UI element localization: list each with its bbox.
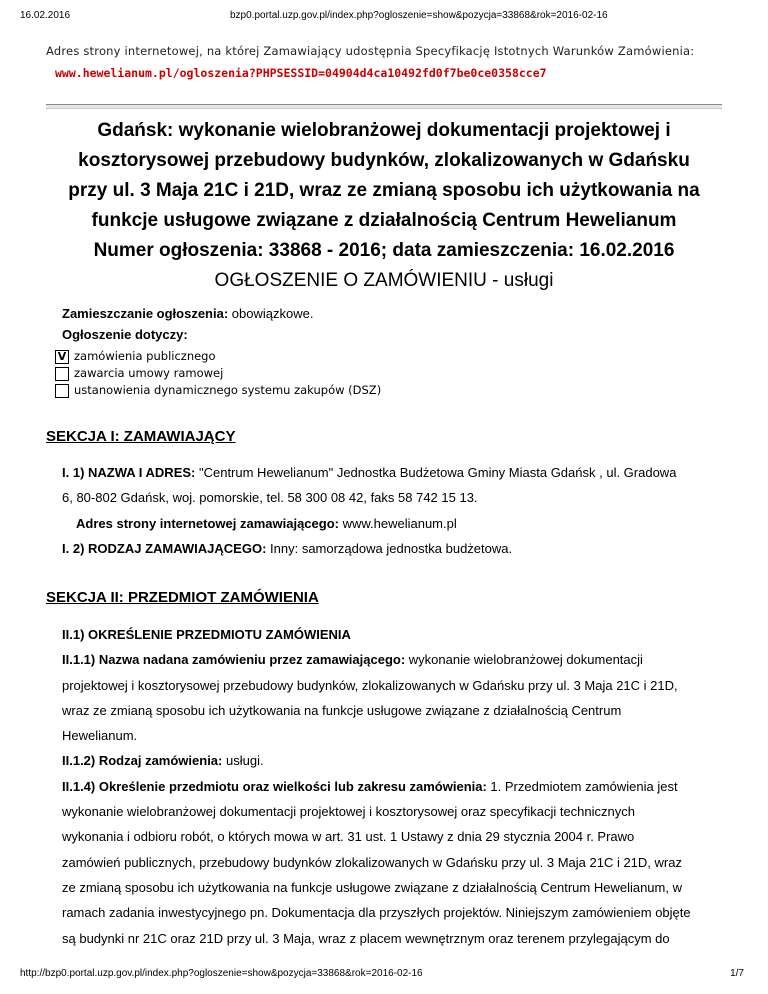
website-value: www.hewelianum.pl xyxy=(338,515,457,531)
section-1-body xyxy=(62,460,676,561)
notice-type: OGŁOSZENIE O ZAMÓWIENIU - usługi xyxy=(214,270,554,291)
scope-line: są budynki nr 21C oraz 21D przy ul. 3 Maja, wraz z placem wewnętrznym oraz terenem przylegającym do xyxy=(62,930,670,946)
scope-line: ramach zadania inwestycyjnego pn. Dokumentacja dla przyszłych projektów. Niniejszym zamówieniem objęte xyxy=(62,905,691,921)
name-address-line-2: 6, 80-802 Gdańsk, woj. pomorskie, tel. 58 300 08 42, faks 58 742 15 13. xyxy=(62,490,478,506)
horizontal-rule xyxy=(46,104,722,109)
contract-name-line: Hewelianum. xyxy=(62,728,138,744)
checkbox xyxy=(55,384,69,398)
contract-kind-label: II.1.2) Rodzaj zamówienia: xyxy=(62,753,223,769)
scope-line: ze zmianą sposobu ich użytkowania na funkcje usługowe związane z działalnością Centrum Hewelianum, w xyxy=(62,879,682,895)
name-address-line xyxy=(62,460,676,485)
print-date: 16.02.2016 xyxy=(20,10,71,21)
contracting-type-label: I. 2) RODZAJ ZAMAWIAJĄCEGO: xyxy=(62,540,267,556)
page-number: 1/7 xyxy=(730,968,744,979)
name-address-text: "Centrum Hewelianum" Jednostka Budżetowa Gminy Miasta Gdańsk , ul. Gradowa xyxy=(195,465,677,480)
section-2-heading: SEKCJA II: PRZEDMIOT ZAMÓWIENIA xyxy=(46,589,319,606)
publication-mode-value: obowiązkowe. xyxy=(228,306,314,321)
option-label: ustanowienia dynamicznego systemu zakupów (DSZ) xyxy=(74,383,382,397)
siwz-link[interactable]: www.hewelianum.pl/ogloszenia?PHPSESSID=04904d4ca10492fd0f7be0ce0358cce7 xyxy=(55,66,547,80)
siwz-label: Adres strony internetowej, na której Zamawiający udostępnia Specyfikację Istotnych Warunków Zamówienia: xyxy=(46,44,695,58)
option-dps xyxy=(55,382,381,399)
section-2-body xyxy=(62,622,691,951)
option-label: zawarcia umowy ramowej xyxy=(74,366,224,380)
option-public-contract xyxy=(55,348,381,365)
checkbox xyxy=(55,367,69,381)
scope-label: II.1.4) Określenie przedmiotu oraz wielkości lub zakresu zamówienia: xyxy=(62,778,487,794)
contract-name-text: wykonanie wielobranżowej dokumentacji xyxy=(405,652,643,668)
scope-line xyxy=(62,774,691,799)
scope-line: zamówień publicznych, przebudowy budynków zlokalizowanych w Gdańsku przy ul. 3 Maja 21C i 21D, wraz xyxy=(62,854,682,870)
title-line: funkcje usługowe związane z działalnością Centrum Hewelianum xyxy=(91,210,677,231)
contract-name-line: projektowej i kosztorysowej przebudowy budynków, zlokalizowanych w Gdańsku przy ul. 3 Maja 21C i 21D, xyxy=(62,677,678,693)
publication-mode xyxy=(62,306,313,321)
contract-name-line: wraz ze zmianą sposobu ich użytkowania na funkcje usługowe związane z działalnością Centrum xyxy=(62,702,622,718)
option-label: zamówienia publicznego xyxy=(74,349,216,363)
contract-kind-value: usługi. xyxy=(222,753,264,769)
section-1-heading: SEKCJA I: ZAMAWIAJĄCY xyxy=(46,428,236,445)
scope-text: 1. Przedmiotem zamówienia jest xyxy=(486,778,678,794)
checkbox: V xyxy=(55,350,69,364)
contracting-type-value: Inny: samorządowa jednostka budżetowa. xyxy=(266,540,513,556)
contracting-type xyxy=(62,536,676,561)
notice-title xyxy=(46,116,722,296)
notice-concerns-label: Ogłoszenie dotyczy: xyxy=(62,327,188,342)
notice-concerns-options xyxy=(55,348,381,399)
contracting-website xyxy=(62,511,676,536)
option-framework-agreement xyxy=(55,365,381,382)
scope-line: wykonanie wielobranżowej dokumentacji projektowej i kosztorysowej oraz specyfikacji technicznych xyxy=(62,804,635,820)
notice-number-line: Numer ogłoszenia: 33868 - 2016; data zamieszczenia: 16.02.2016 xyxy=(93,240,675,261)
contract-name-label: II.1.1) Nazwa nadana zamówieniu przez zamawiającego: xyxy=(62,652,406,668)
scope-line: wykonania i odbioru robót, o których mowa w art. 31 ust. 1 Ustawy z dnia 29 stycznia 2004 r. Prawo xyxy=(62,829,635,845)
website-label: Adres strony internetowej zamawiającego: xyxy=(76,515,339,531)
print-header-url: bzp0.portal.uzp.gov.pl/index.php?ogloszenie=show&pozycja=33868&rok=2016-02-16 xyxy=(230,10,608,21)
contract-kind xyxy=(62,748,691,773)
title-line: kosztorysowej przebudowy budynków, zlokalizowanych w Gdańsku xyxy=(78,150,690,171)
subject-heading: II.1) OKREŚLENIE PRZEDMIOTU ZAMÓWIENIA xyxy=(62,627,351,642)
title-line: Gdańsk: wykonanie wielobranżowej dokumentacji projektowej i xyxy=(97,120,671,141)
print-footer-url: http://bzp0.portal.uzp.gov.pl/index.php?ogloszenie=show&pozycja=33868&rok=2016-02-16 xyxy=(20,968,423,979)
title-line: przy ul. 3 Maja 21C i 21D, wraz ze zmianą sposobu ich użytkowania na xyxy=(68,180,700,201)
publication-mode-label: Zamieszczanie ogłoszenia: xyxy=(62,306,229,321)
contract-name-line xyxy=(62,647,691,672)
name-address-label: I. 1) NAZWA I ADRES: xyxy=(62,465,196,480)
